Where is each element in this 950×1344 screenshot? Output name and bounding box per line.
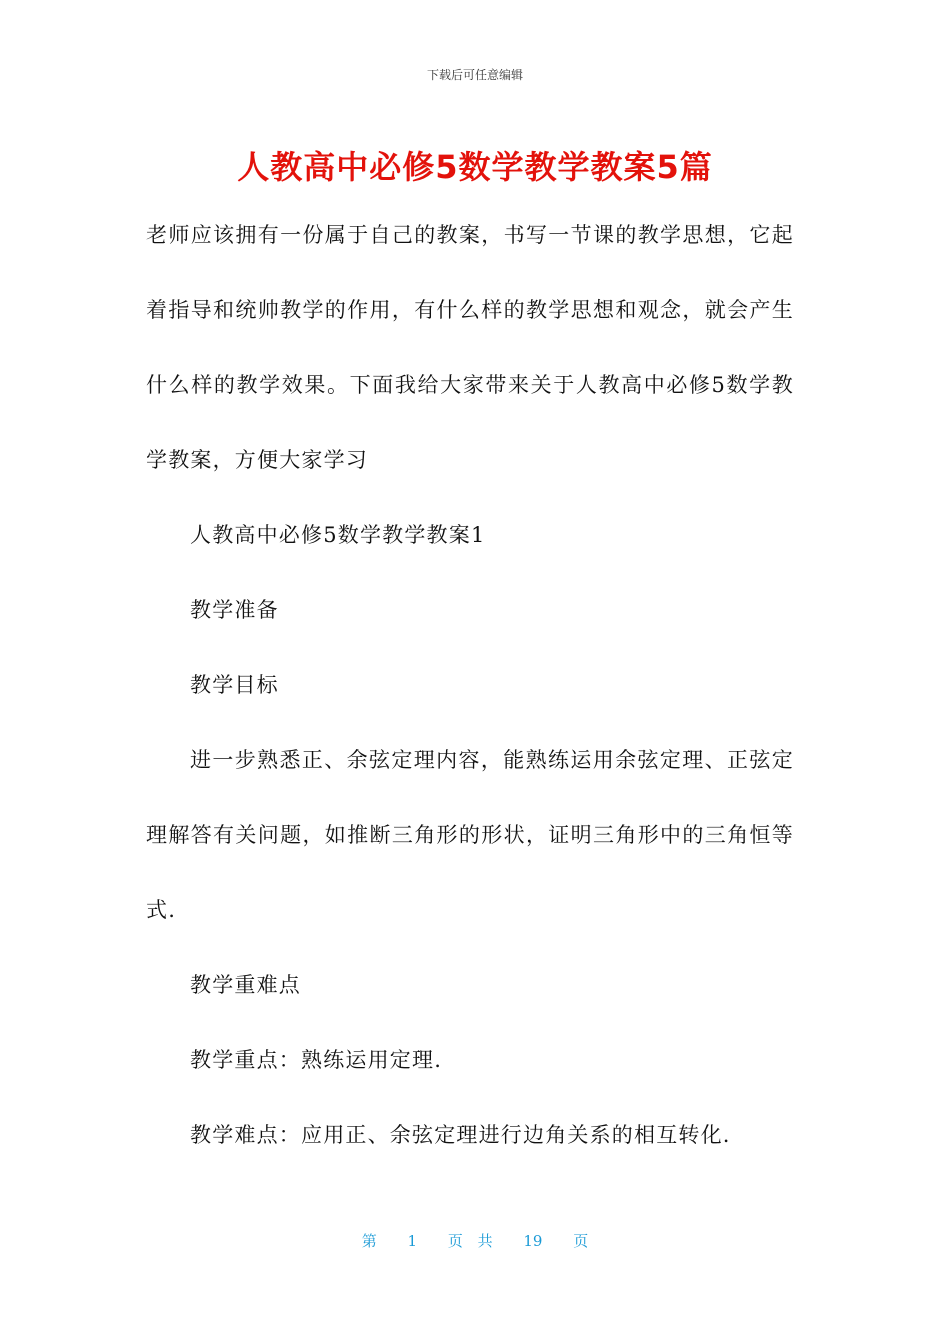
section-heading-lesson-1: 人教高中必修5数学教学教案1: [190, 523, 486, 547]
current-page-number: 1: [407, 1232, 418, 1250]
page-header-note: 下载后可任意编辑: [426, 68, 523, 82]
total-page-count: 19: [523, 1232, 543, 1250]
key-point-paragraph: 教学重点：熟练运用定理.: [190, 1048, 443, 1072]
document-body: [146, 198, 794, 1173]
subheading-teaching-objectives: 教学目标: [190, 673, 279, 697]
intro-paragraph: 老师应该拥有一份属于自己的教案，书写一节课的教学思想，它起着指导和统帅教学的作用，有什么样的教学思想和观念，就会产生什么样的教学效果。下面我给大家带来关于人教高中必修5数学教学教案，方便大家学习: [146, 223, 794, 472]
objectives-paragraph: 进一步熟悉正、余弦定理内容，能熟练运用余弦定理、正弦定理解答有关问题，如推断三角形的形状，证明三角形中的三角恒等式.: [146, 748, 794, 922]
difficult-point-paragraph: 教学难点：应用正、余弦定理进行边角关系的相互转化.: [190, 1123, 731, 1147]
subheading-teaching-preparation: 教学准备: [190, 598, 279, 622]
footer-label-di: 第: [361, 1232, 377, 1250]
subheading-key-difficult-points: 教学重难点: [190, 973, 301, 997]
footer-label-ye-gong: 页 共: [447, 1232, 493, 1250]
document-title: 人教高中必修5数学教学教案5篇: [237, 148, 713, 186]
page-footer: [0, 1230, 950, 1251]
footer-label-ye: 页: [573, 1232, 589, 1250]
